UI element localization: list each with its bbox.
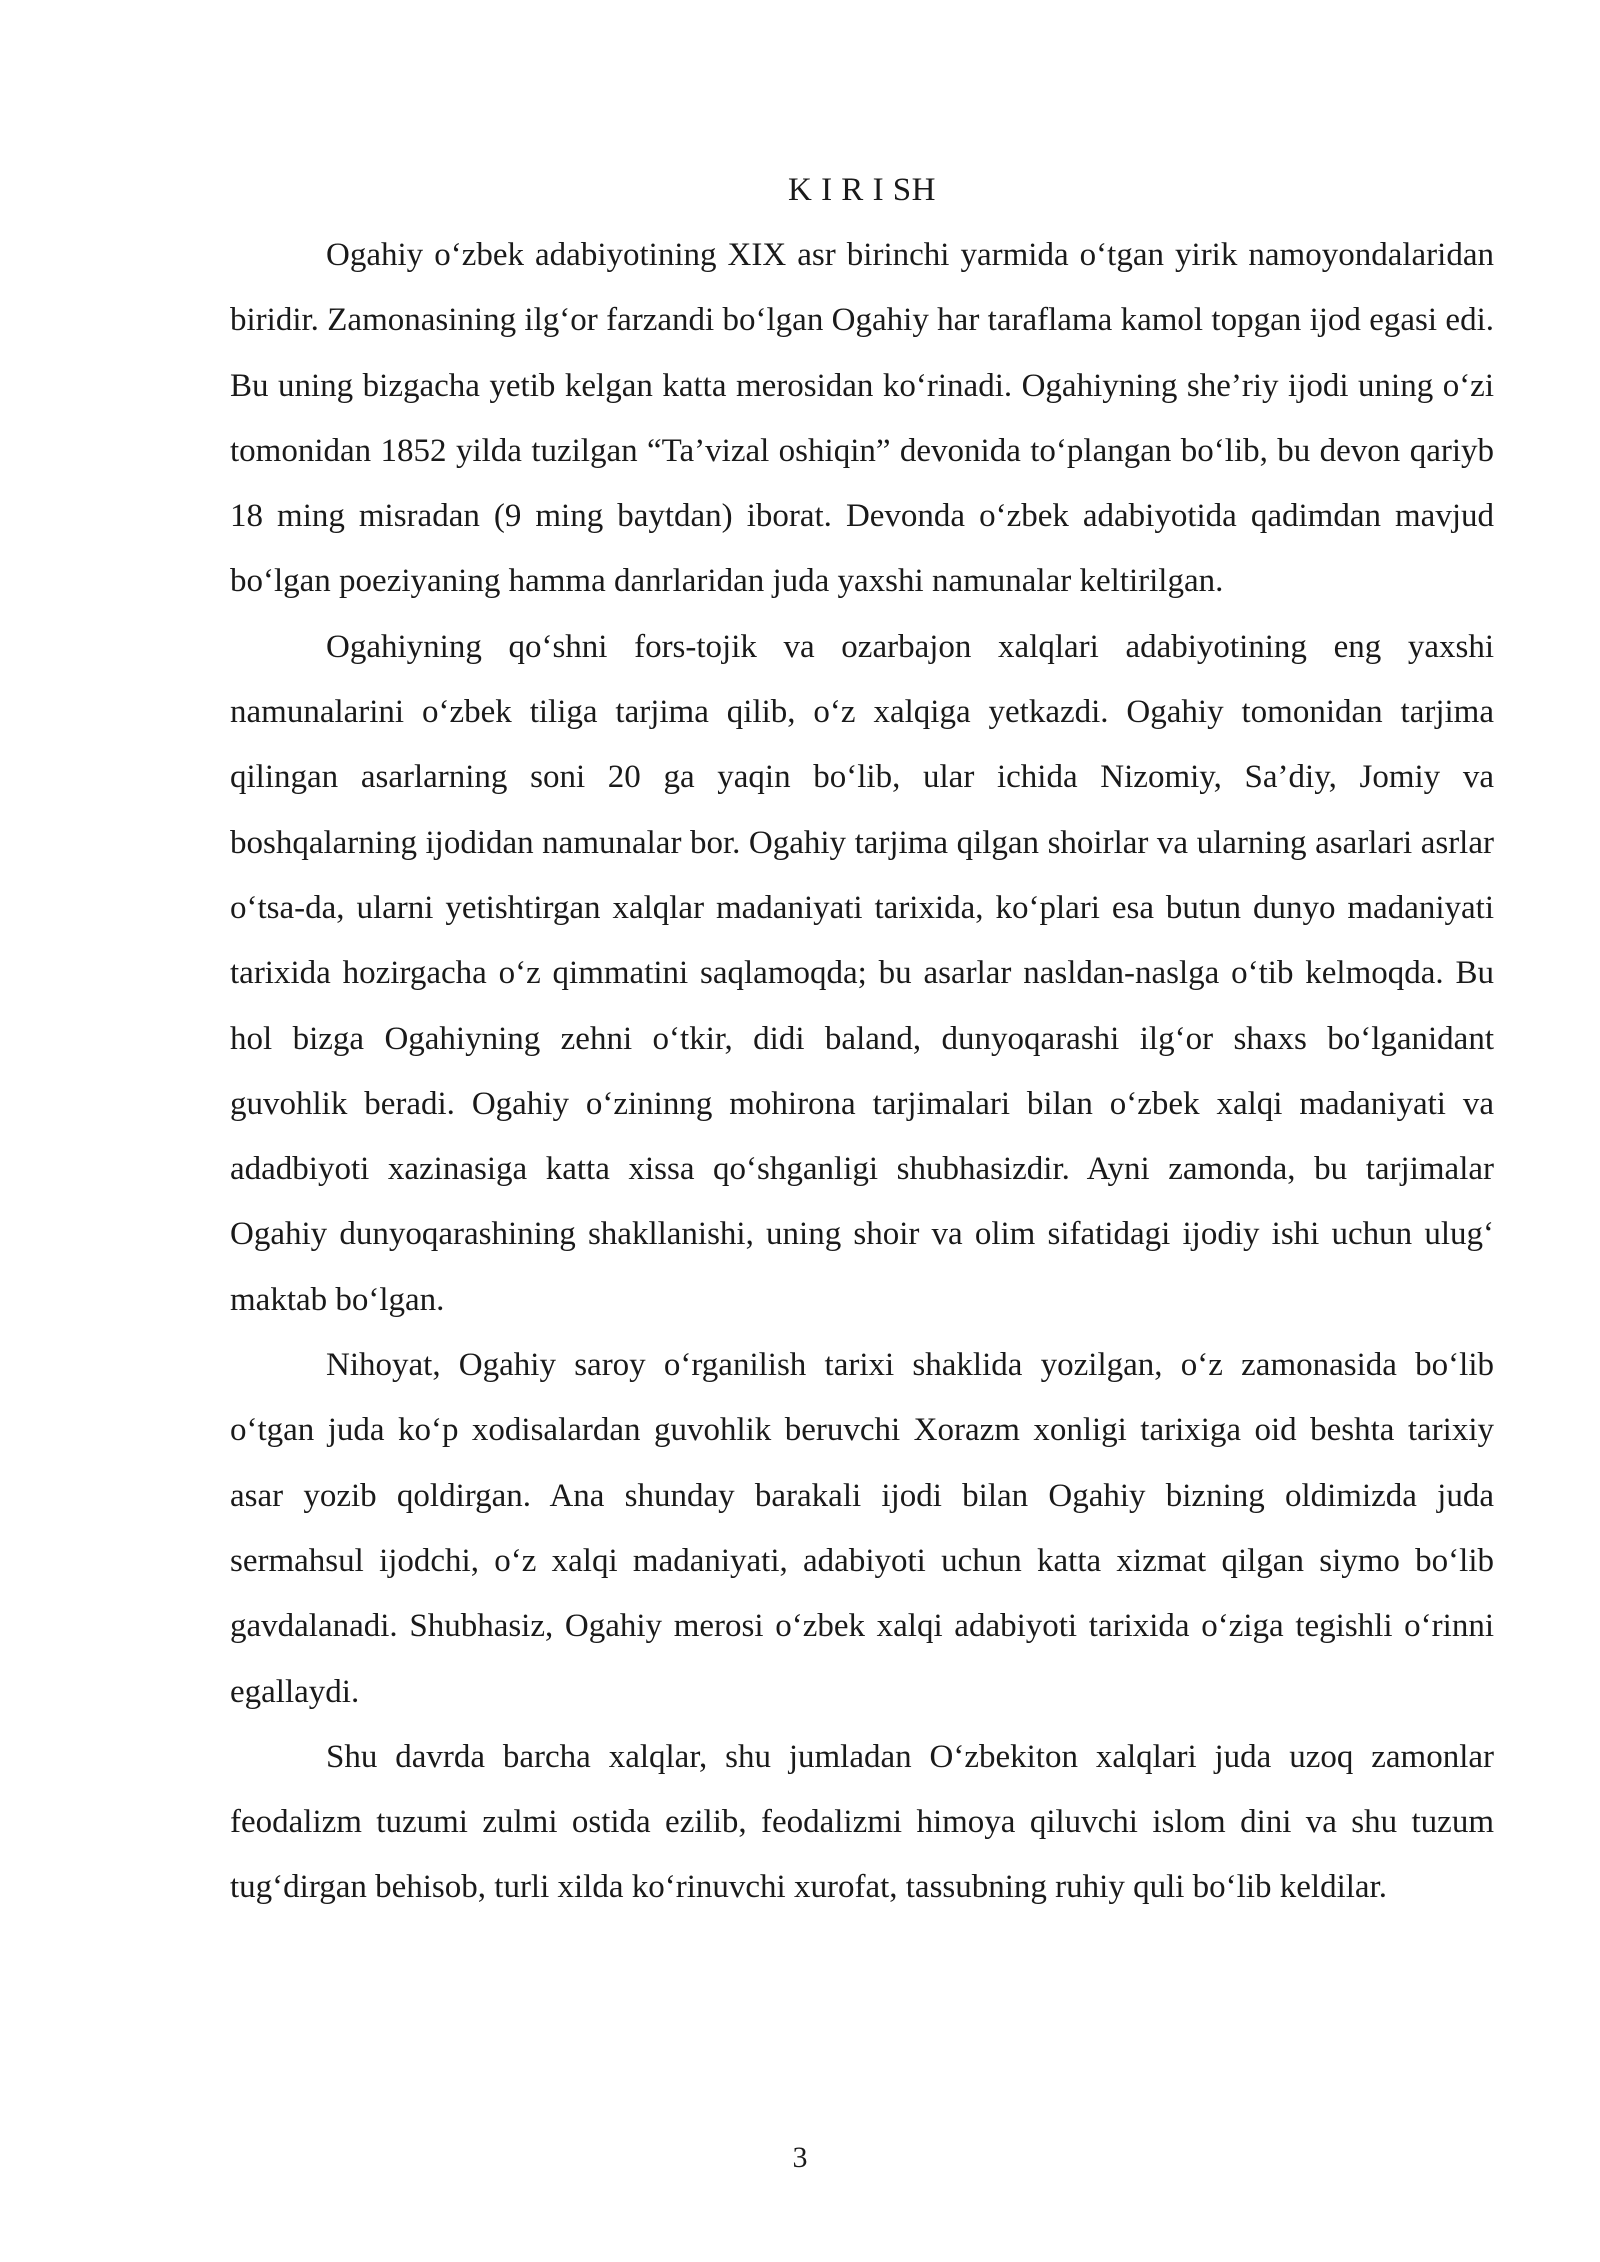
paragraph-1: Ogahiy o‘zbek adabiyotining XIX asr birinchi yarmida o‘tgan yirik namoyondalaridan biridir. Zamonasining ilg‘or farzandi bo‘lgan Ogahiy har taraflama kamol topgan ijod egasi edi. Bu uning bizgacha yetib kelgan katta merosidan ko‘rinadi. Ogahiyning she’riy ijodi uning o‘zi tomonidan 1852 yilda tuzilgan “Ta’vizal oshiqin” devonida to‘plangan bo‘lib, bu devon qariyb 18 ming misradan (9 ming baytdan) iborat. Devonda o‘zbek adabiyotida qadimdan mavjud bo‘lgan poeziyaning hamma danrlaridan juda yaxshi namunalar keltirilgan. — [230, 237, 1494, 600]
document-body — [230, 158, 1494, 1921]
section-heading: K I R I SH — [787, 172, 936, 208]
paragraph-3: Nihoyat, Ogahiy saroy o‘rganilish tarixi shaklida yozilgan, o‘z zamonasida bo‘lib o‘tgan juda ko‘p xodisalardan guvohlik beruvchi Xorazm xonligi tarixiga oid beshta tarixiy asar yozib qoldirgan. Ana shunday barakali ijodi bilan Ogahiy bizning oldimizda juda sermahsul ijodchi, o‘z xalqi madaniyati, adabiyoti uchun katta xizmat qilgan siymo bo‘lib gavdalanadi. Shubhasiz, Ogahiy merosi o‘zbek xalqi adabiyoti tarixida o‘ziga tegishli o‘rinni egallaydi. — [230, 1347, 1494, 1710]
page-number: 3 — [792, 2141, 808, 2174]
paragraph-2: Ogahiyning qo‘shni fors-tojik va ozarbajon xalqlari adabiyotining eng yaxshi namunalarini o‘zbek tiliga tarjima qilib, o‘z xalqiga yetkazdi. Ogahiy tomonidan tarjima qilingan asarlarning soni 20 ga yaqin bo‘lib, ular ichida Nizomiy, Sa’diy, Jomiy va boshqalarning ijodidan namunalar bor. Ogahiy tarjima qilgan shoirlar va ularning asarlari asrlar o‘tsa-da, ularni yetishtirgan xalqlar madaniyati tarixida, ko‘plari esa butun dunyo madaniyati tarixida hozirgacha o‘z qimmatini saqlamoqda; bu asarlar nasldan-naslga o‘tib kelmoqda. Bu hol bizga Ogahiyning zehni o‘tkir, didi baland, dunyoqarashi ilg‘or shaxs bo‘lganidant guvohlik beradi. Ogahiy o‘zininng mohirona tarjimalari bilan o‘zbek xalqi madaniyati va adadbiyoti xazinasiga katta xissa qo‘shganligi shubhasizdir. Ayni zamonda, bu tarjimalar Ogahiy dunyoqarashining shakllanishi, uning shoir va olim sifatidagi ijodiy ishi uchun ulug‘ maktab bo‘lgan. — [230, 628, 1494, 1318]
paragraph-4: Shu davrda barcha xalqlar, shu jumladan O‘zbekiton xalqlari juda uzoq zamonlar feodalizm tuzumi zulmi ostida ezilib, feodalizmi himoya qiluvchi islom dini va shu tuzum tug‘dirgan behisob, turli xilda ko‘rinuvchi xurofat, tassubning ruhiy quli bo‘lib keldilar. — [230, 1738, 1494, 1906]
